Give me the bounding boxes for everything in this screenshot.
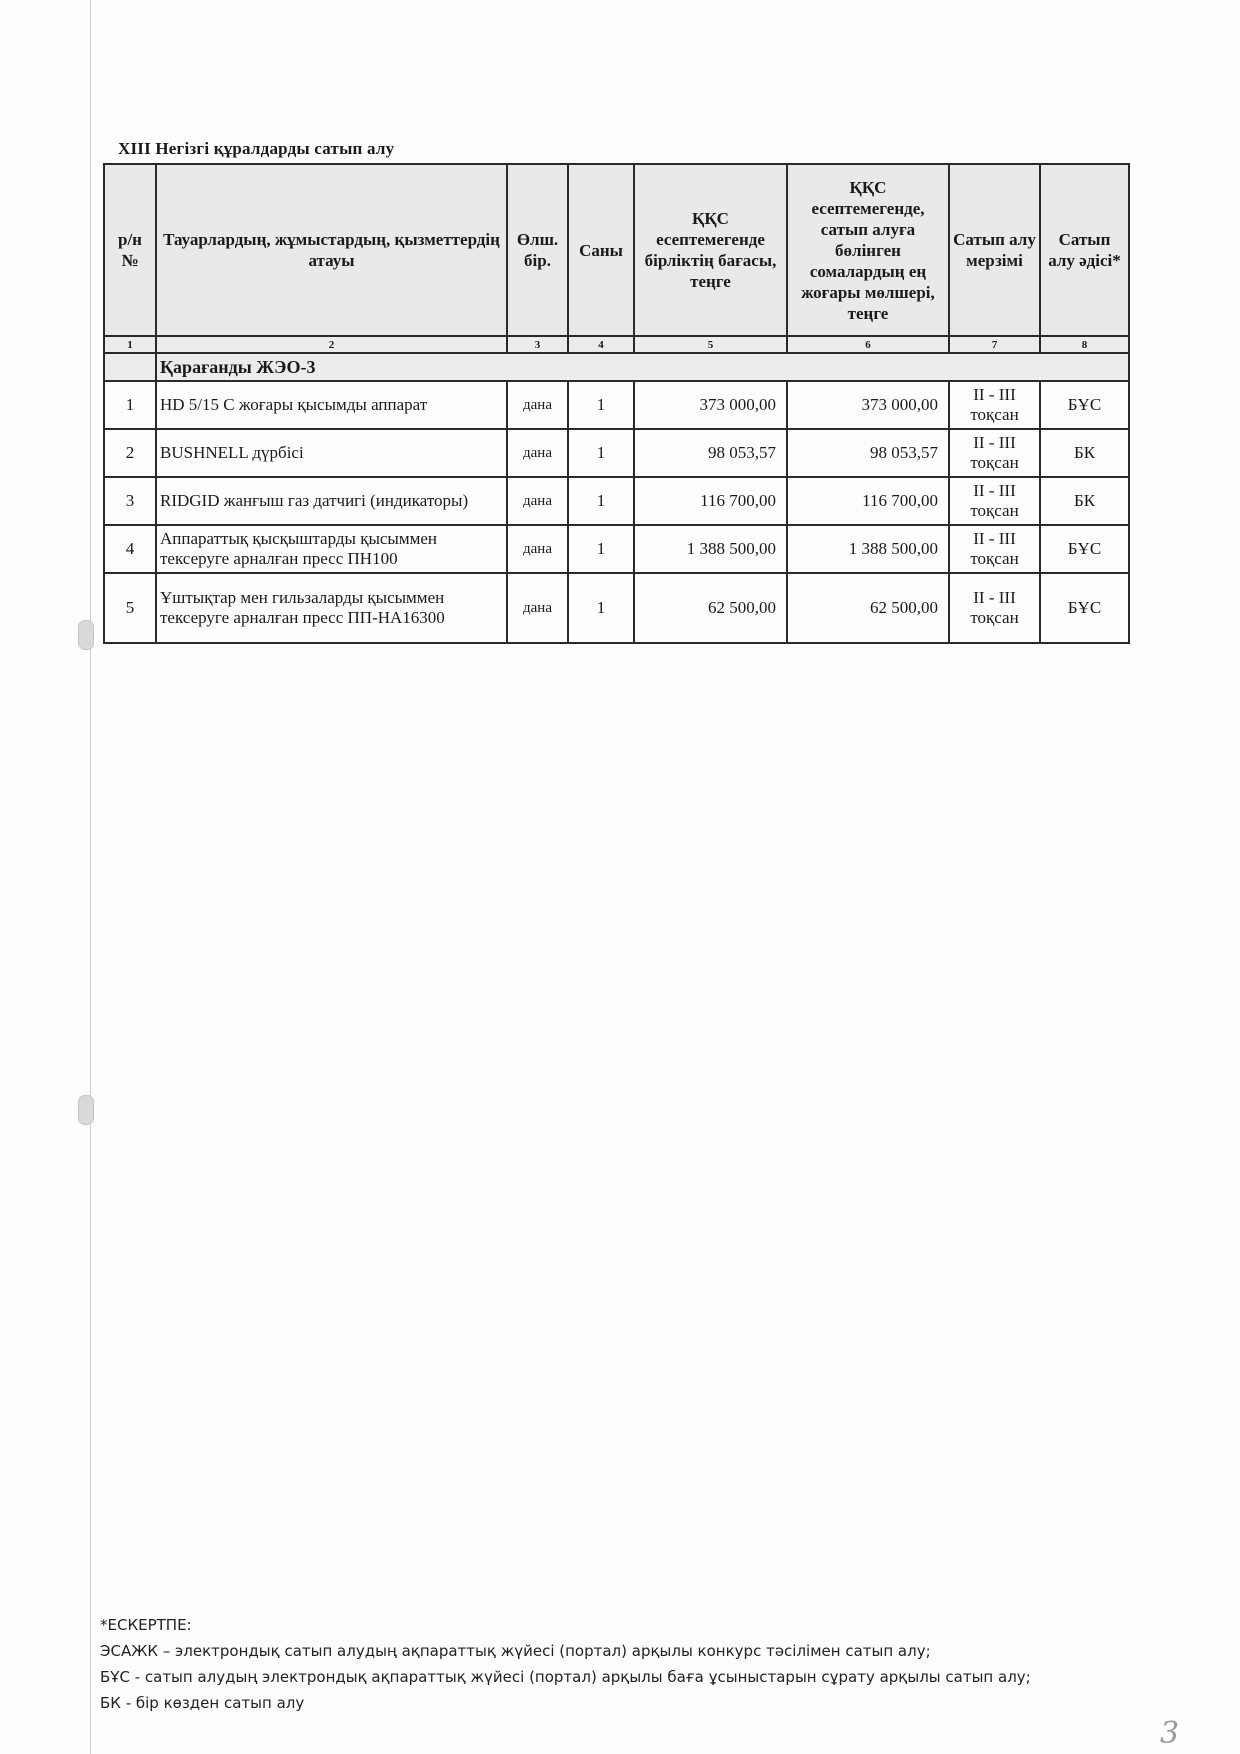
item-unit-price: 116 700,00 bbox=[634, 477, 787, 525]
item-unit-price: 62 500,00 bbox=[634, 573, 787, 643]
column-number: 6 bbox=[787, 336, 949, 353]
item-unit: дана bbox=[507, 525, 568, 573]
item-unit: дана bbox=[507, 573, 568, 643]
item-method: БҰС bbox=[1040, 573, 1129, 643]
page-number: 3 bbox=[1160, 1716, 1180, 1751]
punch-hole bbox=[78, 620, 94, 650]
column-number: 1 bbox=[104, 336, 156, 353]
header-cell: Тауарлардың, жұмыстардың, қызметтердің атауы bbox=[156, 164, 507, 336]
item-unit-price: 373 000,00 bbox=[634, 381, 787, 429]
item-method: БК bbox=[1040, 477, 1129, 525]
column-number: 4 bbox=[568, 336, 634, 353]
item-name: BUSHNELL дүрбісі bbox=[156, 429, 507, 477]
item-unit-price: 1 388 500,00 bbox=[634, 525, 787, 573]
item-method: БҰС bbox=[1040, 525, 1129, 573]
item-total-amount: 373 000,00 bbox=[787, 381, 949, 429]
item-unit: дана bbox=[507, 429, 568, 477]
item-name: Аппараттық қысқыштарды қысыммен тексеруге арналған пресс ПН100 bbox=[156, 525, 507, 573]
item-period: II - III тоқсан bbox=[949, 381, 1040, 429]
column-number: 2 bbox=[156, 336, 507, 353]
header-cell: ҚҚС есептемегенде, сатып алуға бөлінген сомалардың ең жоғары мөлшері, теңге bbox=[787, 164, 949, 336]
item-name: RIDGID жанғыш газ датчигі (индикаторы) bbox=[156, 477, 507, 525]
punch-hole bbox=[78, 1095, 94, 1125]
table-row bbox=[104, 429, 1129, 477]
item-quantity: 1 bbox=[568, 381, 634, 429]
row-number: 5 bbox=[104, 573, 156, 643]
item-quantity: 1 bbox=[568, 429, 634, 477]
header-cell: Сатып алу мерзімі bbox=[949, 164, 1040, 336]
item-quantity: 1 bbox=[568, 477, 634, 525]
header-cell: ҚҚС есептемегенде бірліктің бағасы, теңге bbox=[634, 164, 787, 336]
item-unit: дана bbox=[507, 381, 568, 429]
item-period: II - III тоқсан bbox=[949, 477, 1040, 525]
item-period: II - III тоқсан bbox=[949, 525, 1040, 573]
binding-margin-line bbox=[90, 0, 91, 1754]
column-number: 7 bbox=[949, 336, 1040, 353]
procurement-table bbox=[103, 163, 1130, 644]
row-number: 1 bbox=[104, 381, 156, 429]
item-method: БҰС bbox=[1040, 381, 1129, 429]
item-quantity: 1 bbox=[568, 525, 634, 573]
header-cell: Сатып алу әдісі* bbox=[1040, 164, 1129, 336]
row-number: 2 bbox=[104, 429, 156, 477]
footnote-title: *ЕСКЕРТПЕ: bbox=[100, 1616, 192, 1634]
column-number: 3 bbox=[507, 336, 568, 353]
footnote-line: ЭСАЖК – электрондық сатып алудың ақпараттық жүйесі (портал) арқылы конкурс тәсілімен сатып алу; bbox=[100, 1642, 931, 1660]
item-total-amount: 116 700,00 bbox=[787, 477, 949, 525]
row-number: 3 bbox=[104, 477, 156, 525]
group-cell-empty bbox=[104, 353, 156, 381]
header-cell: р/н № bbox=[104, 164, 156, 336]
table-row bbox=[104, 477, 1129, 525]
column-number: 8 bbox=[1040, 336, 1129, 353]
table-row bbox=[104, 573, 1129, 643]
item-unit-price: 98 053,57 bbox=[634, 429, 787, 477]
item-name: HD 5/15 C жоғары қысымды аппарат bbox=[156, 381, 507, 429]
item-period: II - III тоқсан bbox=[949, 429, 1040, 477]
column-number: 5 bbox=[634, 336, 787, 353]
item-period: II - III тоқсан bbox=[949, 573, 1040, 643]
item-quantity: 1 bbox=[568, 573, 634, 643]
table-row bbox=[104, 525, 1129, 573]
group-label: Қарағанды ЖЭО-3 bbox=[156, 353, 1129, 381]
table-row bbox=[104, 381, 1129, 429]
footnote bbox=[100, 1612, 1031, 1716]
item-total-amount: 62 500,00 bbox=[787, 573, 949, 643]
header-row bbox=[104, 164, 1129, 336]
item-total-amount: 1 388 500,00 bbox=[787, 525, 949, 573]
header-cell: Өлш. бір. bbox=[507, 164, 568, 336]
header-cell: Саны bbox=[568, 164, 634, 336]
column-number-row bbox=[104, 336, 1129, 353]
footnote-line: БҰС - сатып алудың электрондық ақпараттық жүйесі (портал) арқылы баға ұсыныстарын сұрату арқылы сатып алу; bbox=[100, 1668, 1031, 1686]
item-unit: дана bbox=[507, 477, 568, 525]
item-name: Ұштықтар мен гильзаларды қысыммен тексеруге арналған пресс ПП-НА16300 bbox=[156, 573, 507, 643]
row-number: 4 bbox=[104, 525, 156, 573]
item-method: БК bbox=[1040, 429, 1129, 477]
footnote-line: БК - бір көзден сатып алу bbox=[100, 1694, 305, 1712]
item-total-amount: 98 053,57 bbox=[787, 429, 949, 477]
section-title: XIII Негізгі құралдарды сатып алу bbox=[118, 139, 395, 158]
group-row bbox=[104, 353, 1129, 381]
